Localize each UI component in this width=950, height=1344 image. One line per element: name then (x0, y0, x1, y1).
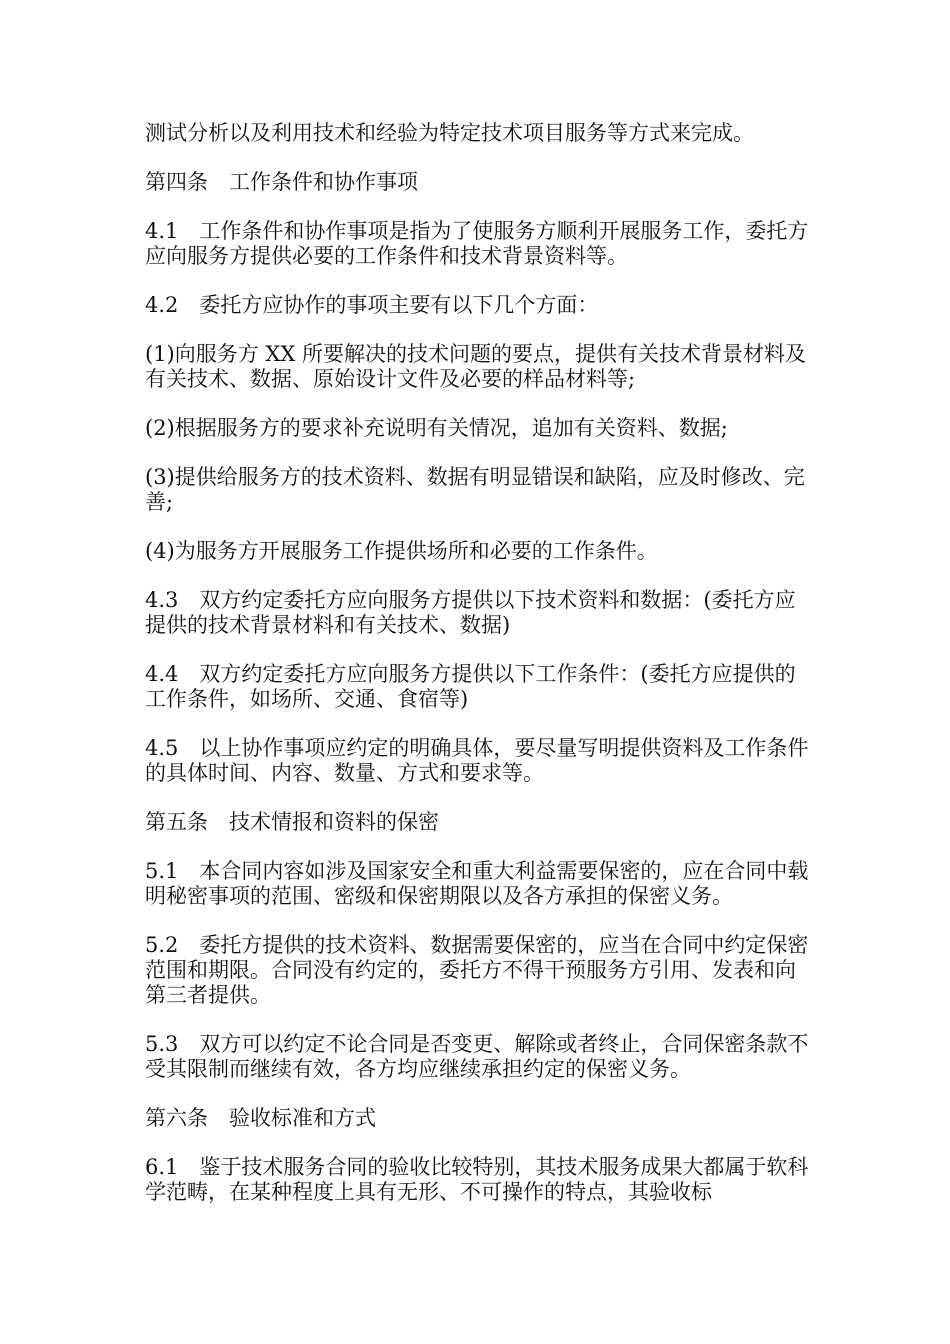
list-item-2: (2)根据服务方的要求补充说明有关情况，追加有关资料、数据; (145, 416, 728, 440)
paragraph-4-2: 4.2 委托方应协作的事项主要有以下几个方面： (145, 293, 599, 317)
paragraph-4-1: 4.1 工作条件和协作事项是指为了使服务方顺利开展服务工作，委托方应向服务方提供必要的工作条件和技术背景资料等。 (145, 219, 809, 268)
paragraph-4-3: 4.3 双方约定委托方应向服务方提供以下技术资料和数据：(委托方应提供的技术背景材料和有关技术、数据) (145, 588, 796, 637)
paragraph-5-1: 5.1 本合同内容如涉及国家安全和重大利益需要保密的，应在合同中载明秘密事项的范围、密级和保密期限以及各方承担的保密义务。 (145, 859, 809, 908)
document-body (145, 121, 810, 1229)
section-heading-article-6: 第六条 验收标准和方式 (145, 1106, 376, 1130)
paragraph-4-4: 4.4 双方约定委托方应向服务方提供以下工作条件：(委托方应提供的工作条件，如场所、交通、食宿等) (145, 662, 796, 711)
list-item-4: (4)为服务方开展服务工作提供场所和必要的工作条件。 (145, 539, 658, 563)
paragraph-5-2: 5.2 委托方提供的技术资料、数据需要保密的，应当在合同中约定保密范围和期限。合同没有约定的，委托方不得干预服务方引用、发表和向第三者提供。 (145, 933, 809, 1007)
paragraph-6-1: 6.1 鉴于技术服务合同的验收比较特别，其技术服务成果大都属于软科学范畴，在某种程度上具有无形、不可操作的特点，其验收标 (145, 1155, 809, 1204)
paragraph-4-5: 4.5 以上协作事项应约定的明确具体，要尽量写明提供资料及工作条件的具体时间、内容、数量、方式和要求等。 (145, 736, 809, 785)
list-item-1: (1)向服务方 XX 所要解决的技术问题的要点，提供有关技术背景材料及有关技术、数据、原始设计文件及必要的样品材料等; (145, 342, 806, 391)
section-heading-article-5: 第五条 技术情报和资料的保密 (145, 810, 439, 834)
paragraph-5-3: 5.3 双方可以约定不论合同是否变更、解除或者终止，合同保密条款不受其限制而继续有效，各方均应继续承担约定的保密义务。 (145, 1032, 809, 1081)
paragraph-intro-continuation: 测试分析以及利用技术和经验为特定技术项目服务等方式来完成。 (145, 121, 754, 145)
list-item-3: (3)提供给服务方的技术资料、数据有明显错误和缺陷，应及时修改、完善; (145, 465, 805, 514)
section-heading-article-4: 第四条 工作条件和协作事项 (145, 170, 418, 194)
